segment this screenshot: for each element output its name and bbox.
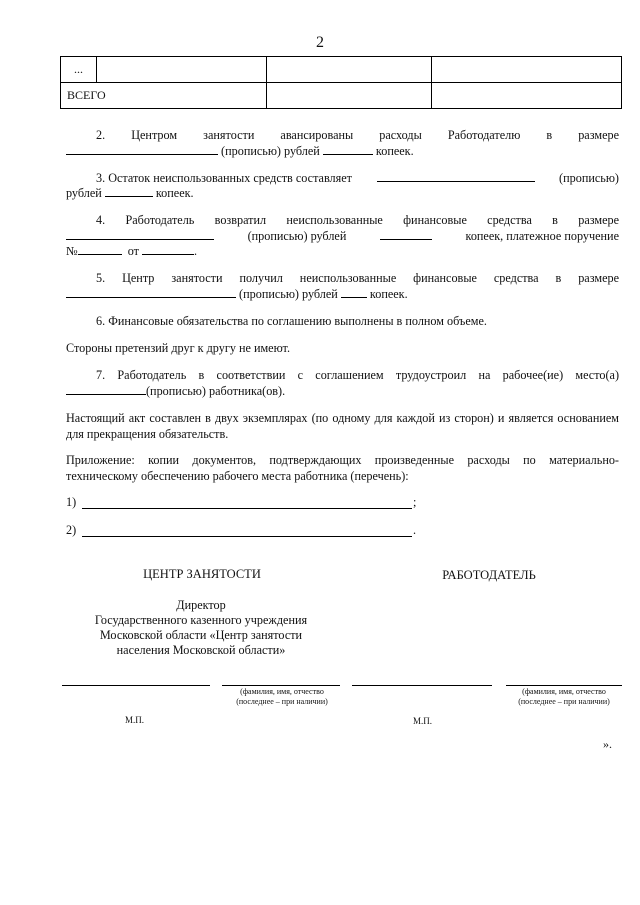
list-item-2-num: 2) bbox=[66, 523, 77, 537]
list-item-2-line bbox=[82, 536, 412, 537]
table-row bbox=[61, 57, 622, 83]
item-5-kop: копеек. bbox=[369, 287, 408, 301]
item-4-end: . bbox=[194, 244, 198, 258]
item-5-line1: 5. Центр занятости получил неиспользованные финансовые средства в размере bbox=[96, 271, 619, 285]
stamp-place-right: М.П. bbox=[413, 716, 433, 726]
table-row bbox=[61, 83, 622, 109]
page-number: 2 bbox=[316, 34, 324, 51]
item-7-line2 bbox=[66, 383, 619, 399]
act-paragraph: Настоящий акт составлен в двух экземплярах (по одному для каждой из сторон) и является основанием для прекращения обязательств. bbox=[66, 411, 619, 441]
list-item-2-end: . bbox=[413, 523, 417, 537]
table-cell bbox=[266, 83, 432, 109]
employer-heading: РАБОТОДАТЕЛЬ bbox=[442, 568, 536, 582]
item-5-line2 bbox=[66, 286, 619, 302]
left-fio-caption-2: (последнее – при наличии) bbox=[236, 697, 328, 706]
right-fio-caption-1: (фамилия, имя, отчество bbox=[522, 687, 606, 696]
list-item-1-num: 1) bbox=[66, 495, 77, 509]
table-cell: ... bbox=[61, 57, 97, 83]
item-6: 6. Финансовые обязательства по соглашению выполнены в полном объеме. bbox=[96, 314, 487, 328]
director-block bbox=[70, 598, 332, 658]
director-line: Директор bbox=[176, 598, 226, 612]
list-item-1-end: ; bbox=[413, 495, 417, 509]
table-cell bbox=[432, 83, 622, 109]
item-2-text: (прописью) рублей bbox=[221, 144, 320, 158]
right-signature-line bbox=[352, 685, 492, 686]
item-4-text: (прописью) рублей bbox=[247, 229, 347, 243]
employment-center-heading: ЦЕНТР ЗАНЯТОСТИ bbox=[143, 567, 261, 581]
item-3-text: 3. Остаток неиспользованных средств составляет bbox=[96, 171, 352, 185]
item-3-line2 bbox=[66, 185, 619, 201]
table-cell bbox=[96, 57, 266, 83]
item-4-payment: копеек, платежное поручение bbox=[465, 229, 619, 243]
item-4-from: от bbox=[127, 244, 139, 258]
right-fio-caption bbox=[500, 687, 628, 707]
right-fio-caption-2: (последнее – при наличии) bbox=[518, 697, 610, 706]
no-claims: Стороны претензий друг к другу не имеют. bbox=[66, 341, 290, 355]
item-4-line2 bbox=[66, 228, 619, 244]
left-fio-caption bbox=[218, 687, 346, 707]
director-line: Московской области «Центр занятости bbox=[99, 628, 303, 642]
left-fio-caption-1: (фамилия, имя, отчество bbox=[240, 687, 324, 696]
closing-quote: ». bbox=[603, 737, 612, 751]
table-cell bbox=[266, 57, 432, 83]
table-total-label: ВСЕГО bbox=[61, 83, 267, 109]
appendix-paragraph: Приложение: копии документов, подтверждающих произведенные расходы по материально-техническому обеспечению рабочего места работника (перечень): bbox=[66, 453, 619, 483]
director-line: населения Московской области» bbox=[116, 643, 286, 657]
item-4-number-sign: № bbox=[66, 244, 78, 258]
list-item-1-line bbox=[82, 508, 412, 509]
right-fio-line bbox=[506, 685, 622, 686]
item-7-line1: 7. Работодатель в соответствии с соглашением трудоустроил на рабочее(ие) место(а) bbox=[96, 368, 619, 382]
item-4-line3 bbox=[66, 243, 619, 259]
left-signature-line bbox=[62, 685, 210, 686]
item-3-kop: копеек. bbox=[155, 186, 194, 200]
item-4-line1: 4. Работодатель возвратил неиспользованные финансовые средства в размере bbox=[96, 213, 619, 227]
expenses-table bbox=[60, 56, 622, 109]
item-3-rub: рублей bbox=[66, 186, 102, 200]
item-2-text-end: копеек. bbox=[375, 144, 414, 158]
stamp-place-left: М.П. bbox=[125, 715, 145, 725]
item-2-line2 bbox=[66, 143, 619, 159]
item-3-line1 bbox=[96, 170, 619, 186]
item-7-text: (прописью) работника(ов). bbox=[146, 384, 286, 398]
item-3-propisyu: (прописью) bbox=[559, 171, 619, 185]
left-fio-line bbox=[222, 685, 340, 686]
item-5-text: (прописью) рублей bbox=[239, 287, 338, 301]
item-2-line1: 2. Центром занятости авансированы расходы Работодателю в размере bbox=[96, 128, 619, 142]
table-cell bbox=[432, 57, 622, 83]
director-line: Государственного казенного учреждения bbox=[94, 613, 308, 627]
